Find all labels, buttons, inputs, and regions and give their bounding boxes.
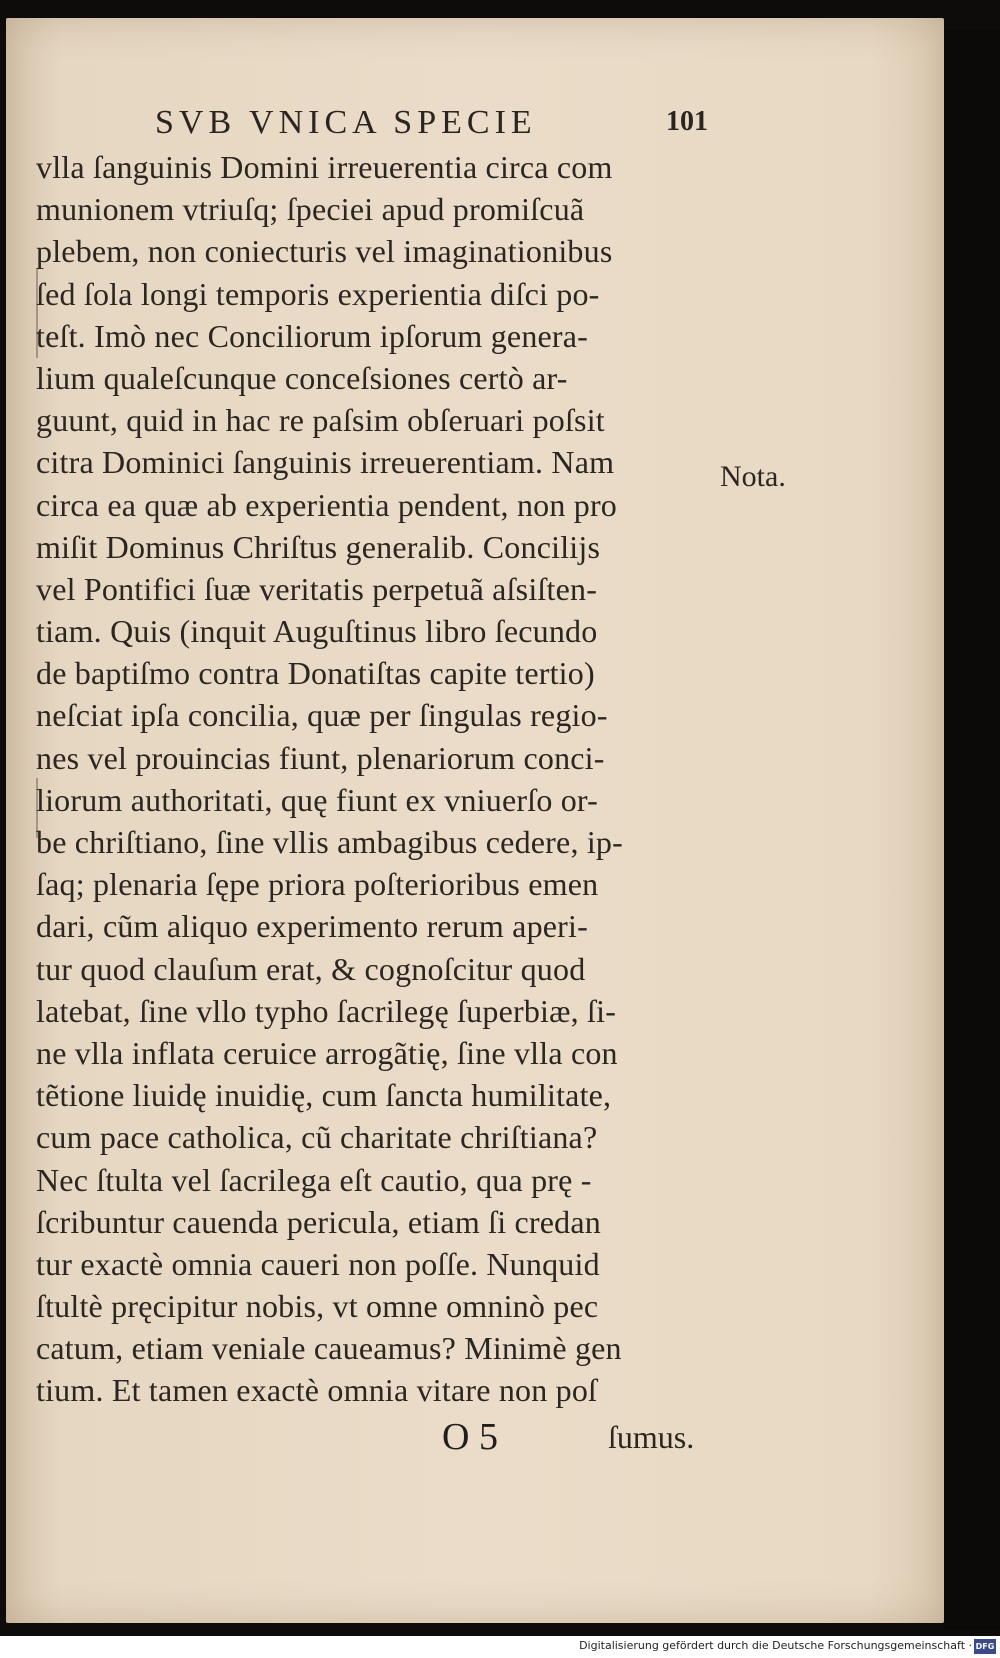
- text-line: tur exactè omnia caueri non poſſe. Nunquid: [36, 1245, 600, 1282]
- text-line: latebat, ſine vllo typho ſacrilegę ſuperbiæ, ſi-: [36, 992, 617, 1029]
- text-line: Nec ſtulta vel ſacrilega eſt cautio, qua prę -: [36, 1161, 592, 1198]
- text-line: ſaq; plenaria ſępe priora poſterioribus emen: [36, 866, 599, 903]
- running-head: SVB VNICA SPECIE: [155, 104, 537, 141]
- page-number: 101: [666, 106, 708, 137]
- signature-mark: O 5: [442, 1416, 498, 1458]
- text-line: vel Pontifici ſuæ veritatis perpetuã aſsiſten-: [36, 570, 598, 607]
- digitization-credit: Digitalisierung gefördert durch die Deutsche Forschungsgemeinschaft ·: [579, 1639, 972, 1652]
- text-line: citra Dominici ſanguinis irreuerentiam. Nam: [36, 444, 615, 481]
- text-line: vlla ſanguinis Domini irreuerentia circa com: [36, 149, 613, 185]
- text-line: circa ea quæ ab experientia pendent, non pro: [36, 486, 618, 523]
- text-line: neſciat ipſa concilia, quæ per ſingulas regio-: [36, 697, 608, 734]
- text-line: tẽtione liuidę inuidię, cum ſancta humilitate,: [36, 1077, 612, 1114]
- text-line: liorum authoritati, quę fiunt ex vniuerſo or-: [36, 781, 598, 818]
- text-line: ſtultè pręcipitur nobis, vt omne omninò pec: [36, 1288, 599, 1325]
- text-line: miſit Dominus Chriſtus generalib. Concilijs: [36, 528, 601, 565]
- text-line: lium qualeſcunque conceſsiones certò ar-: [36, 359, 568, 396]
- text-line: ſed ſola longi temporis experientia diſci po-: [36, 275, 600, 312]
- text-line: catum, etiam veniale caueamus? Minimè gen: [36, 1330, 622, 1367]
- text-line: tium. Et tamen exactè omnia vitare non poſ: [36, 1372, 598, 1409]
- text-line: be chriſtiano, ſine vllis ambagibus cedere, ip-: [36, 824, 623, 860]
- catchword: ſumus.: [608, 1419, 695, 1455]
- text-block: [36, 146, 716, 1412]
- text-line: ne vlla inflata ceruice arrogãtię, ſine vlla con: [36, 1034, 618, 1071]
- text-line: teſt. Imò nec Conciliorum ipſorum genera-: [36, 317, 589, 354]
- catchword-line: [0, 1415, 1000, 1465]
- text-line: plebem, non coniecturis vel imaginationibus: [36, 233, 613, 270]
- text-line: tiam. Quis (inquit Auguſtinus libro ſecundo: [36, 613, 598, 650]
- dfg-logo: DFG: [974, 1639, 996, 1654]
- text-line: munionem vtriuſq; ſpeciei apud promiſcuã: [36, 191, 585, 228]
- footer-bar: [0, 1636, 1000, 1658]
- text-line: ſcribuntur cauenda pericula, etiam ſi credan: [36, 1203, 601, 1240]
- page-edge-shadow: [944, 30, 1000, 1630]
- text-line: nes vel prouincias fiunt, plenariorum conci-: [36, 739, 605, 776]
- text-line: cum pace catholica, cũ charitate chriſtiana?: [36, 1119, 598, 1156]
- text-line: guunt, quid in hac re paſsim obſeruari poſsit: [36, 402, 605, 439]
- text-line: tur quod clauſum erat, & cognoſcitur quod: [36, 950, 586, 987]
- marginal-note: Nota.: [720, 460, 786, 493]
- text-line: dari, cũm aliquo experimento rerum aperi-: [36, 908, 588, 945]
- text-line: de baptiſmo contra Donatiſtas capite tertio): [36, 655, 595, 692]
